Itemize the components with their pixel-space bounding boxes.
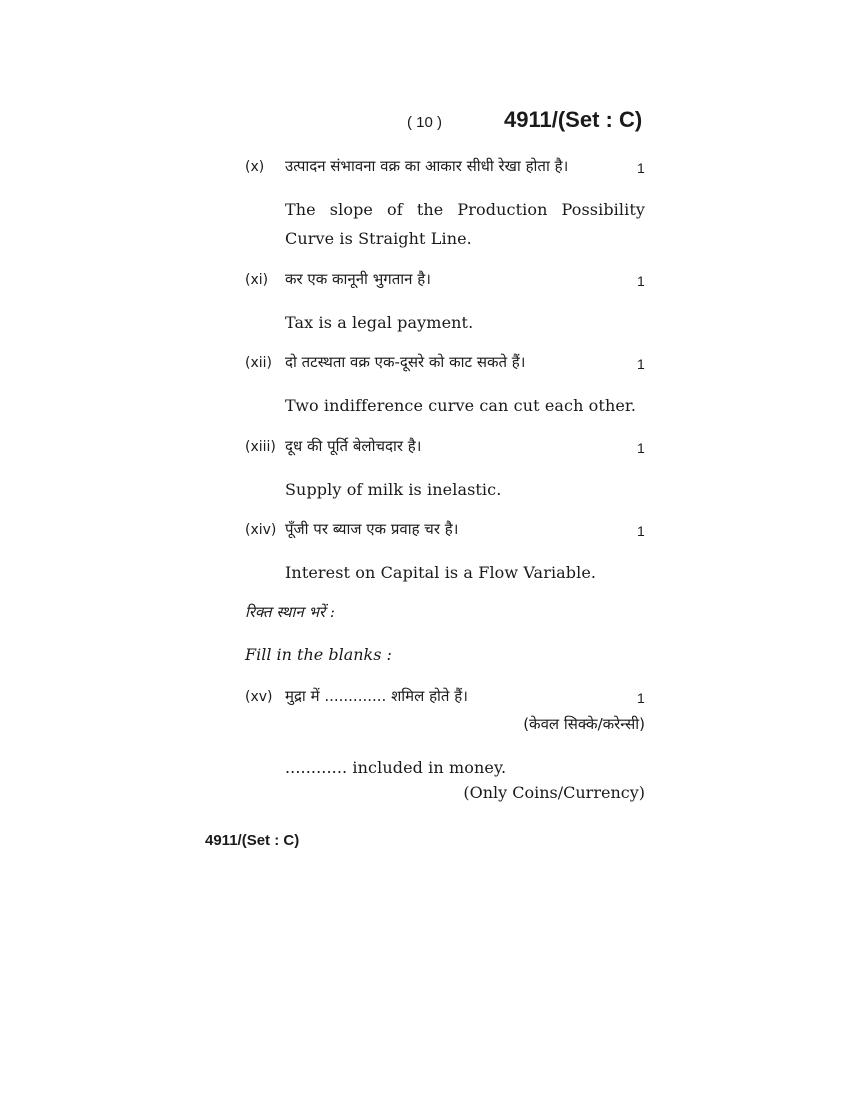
question-marks: 1 xyxy=(637,273,645,289)
question-marks: 1 xyxy=(637,523,645,539)
question-marks: 1 xyxy=(637,440,645,456)
page-number: ( 10 ) xyxy=(407,114,443,131)
question-marks: 1 xyxy=(637,160,645,176)
question-text-hindi: दो तटस्थता वक्र एक-दूसरे को काट सकते हैं। xyxy=(285,353,526,371)
answer-hindi: (केवल सिक्के/करेन्सी) xyxy=(523,715,645,733)
section-heading-hindi: रिक्त स्थान भरें : xyxy=(245,603,335,621)
footer-set-code: 4911/(Set : C) xyxy=(205,832,300,849)
question-text-english: Supply of milk is inelastic. xyxy=(285,480,502,499)
section-heading-english: Fill in the blanks : xyxy=(245,645,392,664)
paper-set-code: 4911/(Set : C) xyxy=(504,107,643,132)
question-text-english: Interest on Capital is a Flow Variable. xyxy=(285,563,597,582)
question-text-hindi: दूध की पूर्ति बेलोचदार है। xyxy=(285,437,422,455)
question-text-english: ............ included in money. xyxy=(285,758,507,777)
question-text-english: The slope of the Production Possibility Curve is Straight Line. xyxy=(285,200,645,248)
question-text-hindi: पूँजी पर ब्याज एक प्रवाह चर है। xyxy=(285,520,459,538)
question-number: (xv) xyxy=(245,689,273,705)
question-number: (xiii) xyxy=(245,439,276,455)
question-number: (xi) xyxy=(245,272,269,288)
question-text-hindi: उत्पादन संभावना वक्र का आकार सीधी रेखा होता है। xyxy=(285,157,569,175)
question-number: (x) xyxy=(245,159,265,175)
question-text-hindi: मुद्रा में ............. शमिल होते हैं। xyxy=(285,687,468,705)
question-marks: 1 xyxy=(637,690,645,706)
question-number: (xiv) xyxy=(245,522,277,538)
question-text-hindi: कर एक कानूनी भुगतान है। xyxy=(285,270,431,288)
question-text-english: Tax is a legal payment. xyxy=(285,313,474,332)
question-number: (xii) xyxy=(245,355,272,371)
answer-english: (Only Coins/Currency) xyxy=(463,783,645,802)
question-marks: 1 xyxy=(637,356,645,372)
question-text-english: Two indifference curve can cut each other. xyxy=(285,396,637,415)
